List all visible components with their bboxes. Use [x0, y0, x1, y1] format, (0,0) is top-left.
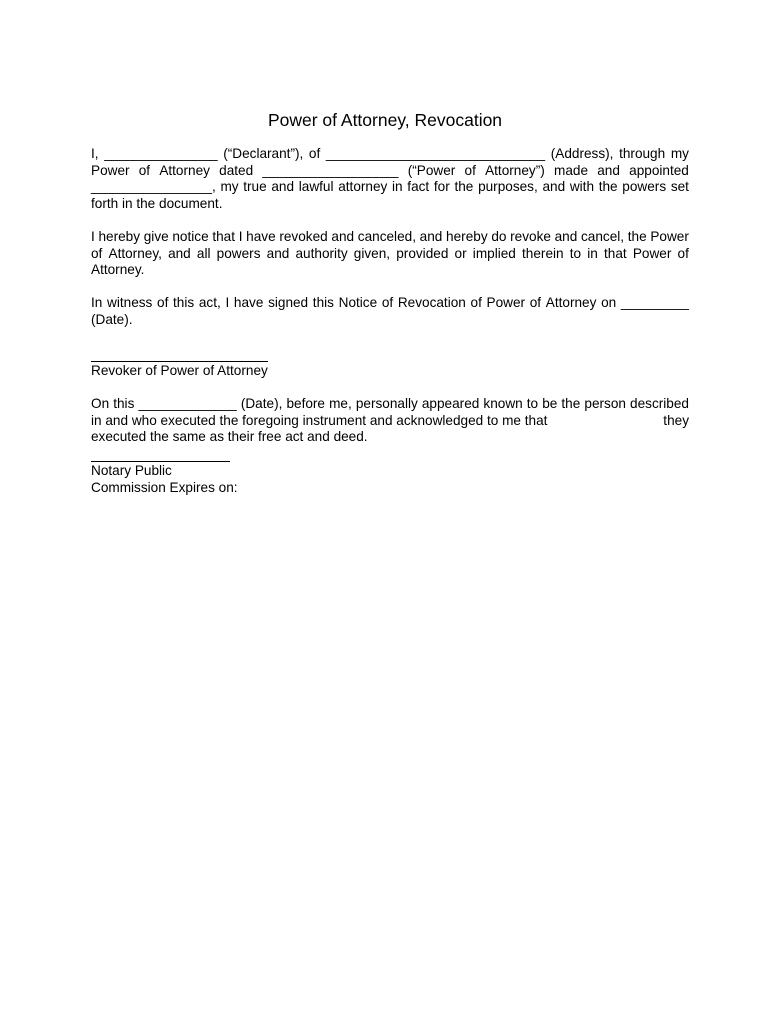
word: _________	[620, 295, 689, 311]
word: on	[601, 295, 617, 311]
word: my	[220, 179, 239, 195]
word: of	[677, 245, 689, 261]
revocation-notice-paragraph	[91, 229, 689, 279]
word: (Date),	[240, 395, 283, 411]
word: or	[454, 245, 467, 261]
word: given,	[353, 245, 391, 261]
word: In	[91, 295, 103, 311]
word: Attorney,	[108, 245, 162, 261]
word: this	[312, 295, 334, 311]
notary-signature-block	[91, 461, 689, 496]
revoker-signature-block	[91, 361, 689, 380]
word: to	[526, 395, 539, 411]
word: be	[542, 395, 558, 411]
word: appointed	[629, 162, 689, 178]
word: purposes,	[478, 179, 538, 195]
word: me,	[329, 395, 352, 411]
word: (“Power	[407, 162, 456, 178]
word: in	[392, 179, 403, 195]
word: Power	[632, 245, 672, 261]
word: hereby	[98, 228, 141, 244]
word: lawful	[298, 179, 334, 195]
word: implied	[472, 245, 516, 261]
document-title: Power of Attorney, Revocation	[267, 110, 503, 130]
word: and	[419, 228, 443, 244]
word: have	[246, 228, 276, 244]
word: and	[542, 179, 566, 195]
document-body	[91, 146, 689, 496]
text-segment: they	[663, 412, 689, 428]
word: set	[670, 179, 689, 195]
word: and	[597, 162, 620, 178]
word: (Address),	[550, 146, 614, 161]
word: Attorney	[159, 162, 210, 178]
word: known	[483, 395, 523, 411]
text-line: executed the same as their free act and deed.	[91, 429, 368, 445]
word: On	[91, 395, 110, 411]
word: act,	[198, 295, 221, 311]
word: the	[561, 395, 581, 411]
word: the	[454, 179, 474, 195]
text-line	[91, 396, 689, 413]
word: therein	[522, 245, 564, 261]
text-line	[91, 163, 689, 180]
revoker-signature-line	[91, 361, 268, 362]
word: have	[233, 295, 264, 311]
word: witness	[107, 295, 153, 311]
text-line	[91, 229, 689, 246]
word: all	[196, 245, 211, 261]
word: authority	[295, 245, 348, 261]
word: the	[627, 228, 647, 244]
word: that	[212, 228, 236, 244]
word: of	[308, 146, 321, 161]
declarant-paragraph	[91, 146, 689, 212]
word: my	[670, 146, 689, 161]
word: give	[143, 228, 169, 244]
word: (“Declarant”),	[223, 146, 304, 161]
word: do	[491, 228, 507, 244]
word: appeared	[421, 395, 480, 411]
word: and	[266, 245, 290, 261]
witness-paragraph	[91, 295, 689, 328]
text-line: Attorney.	[91, 262, 145, 278]
word: and	[271, 179, 295, 195]
text-line: (Date).	[91, 311, 133, 327]
word: the	[598, 179, 618, 195]
word: of	[464, 162, 476, 178]
word: revoked	[279, 228, 328, 244]
word: _______________	[104, 146, 218, 161]
word: I	[225, 295, 230, 311]
word: that	[604, 245, 627, 261]
word: I,	[91, 146, 99, 161]
word: with	[569, 179, 595, 195]
word: of	[157, 295, 169, 311]
word: Attorney	[545, 295, 597, 311]
word: __________________	[262, 162, 399, 178]
text-line	[91, 295, 689, 312]
word: and	[168, 245, 191, 261]
word: fact	[407, 179, 430, 195]
word: this	[113, 395, 135, 411]
word: and	[331, 228, 355, 244]
word: Power	[486, 295, 526, 311]
word: notice	[172, 228, 209, 244]
word: through	[619, 146, 666, 161]
text-line	[91, 246, 689, 263]
word: hereby	[446, 228, 488, 244]
word: I	[238, 228, 243, 244]
word: provided	[396, 245, 449, 261]
text-segment: in and who executed the foregoing instrument and acknowledged to me that	[91, 412, 548, 428]
word: Notice	[338, 295, 378, 311]
word: of	[91, 245, 103, 261]
word: powers	[216, 245, 261, 261]
word: cancel,	[581, 228, 625, 244]
word: person	[584, 395, 626, 411]
text-line	[91, 413, 689, 430]
notary-signature-line	[91, 461, 230, 462]
word: dated	[219, 162, 254, 178]
word: this	[173, 295, 195, 311]
word: of	[529, 295, 542, 311]
word: in	[587, 245, 598, 261]
word: _____________________________	[325, 146, 546, 161]
word: Attorney”)	[485, 162, 545, 178]
commission-expires-label: Commission Expires on:	[91, 479, 238, 495]
word: _____________	[138, 395, 237, 411]
word: signed	[268, 295, 309, 311]
text-line	[91, 146, 689, 163]
word: personally	[355, 395, 418, 411]
word: of	[470, 295, 482, 311]
word: described	[630, 395, 689, 411]
word: powers	[622, 179, 667, 195]
word: for	[433, 179, 450, 195]
word: Power	[91, 162, 130, 178]
word: Power	[650, 228, 689, 244]
word: canceled,	[357, 228, 416, 244]
revoker-label: Revoker of Power of Attorney	[91, 362, 268, 378]
word: and	[554, 228, 578, 244]
text-line	[91, 179, 689, 196]
word: Revocation	[397, 295, 466, 311]
word: to	[569, 245, 582, 261]
word: I	[91, 228, 95, 244]
word: revoke	[510, 228, 551, 244]
word: attorney	[338, 179, 388, 195]
word: of	[381, 295, 394, 311]
text-line: forth in the document.	[91, 195, 223, 211]
notary-paragraph	[91, 396, 689, 446]
word: made	[554, 162, 589, 178]
word: ________________,	[91, 179, 216, 195]
word: before	[286, 395, 325, 411]
word: of	[138, 162, 151, 178]
word: true	[243, 179, 267, 195]
notary-public-label: Notary Public	[91, 463, 172, 479]
